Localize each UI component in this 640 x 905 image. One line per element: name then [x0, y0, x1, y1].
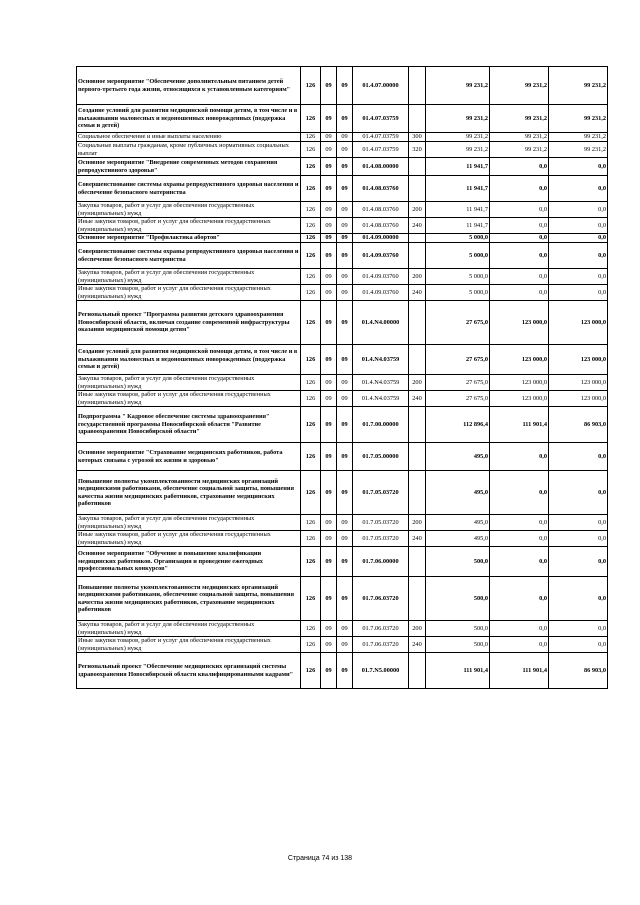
cell-rz: 09	[321, 301, 337, 345]
cell-amount-3: 99 231,2	[549, 142, 608, 158]
cell-rz: 09	[321, 133, 337, 142]
cell-vr	[409, 67, 426, 105]
cell-amount-3: 123 000,0	[549, 301, 608, 345]
cell-name: Иные закупки товаров, работ и услуг для обеспечения государственных (муниципальных) нужд	[77, 218, 301, 234]
cell-vr: 320	[409, 142, 426, 158]
cell-ved: 126	[301, 407, 321, 443]
cell-amount-3: 0,0	[549, 243, 608, 269]
cell-pr: 09	[337, 443, 353, 471]
cell-pr: 09	[337, 577, 353, 621]
cell-csr: 01.7.06.00000	[353, 547, 409, 577]
cell-vr	[409, 547, 426, 577]
cell-amount-3: 123 000,0	[549, 375, 608, 391]
table-row	[77, 67, 608, 105]
cell-amount-1: 27 675,0	[426, 375, 490, 391]
cell-name: Закупка товаров, работ и услуг для обеспечения государственных (муниципальных) нужд	[77, 202, 301, 218]
cell-ved: 126	[301, 285, 321, 301]
table-row	[77, 515, 608, 531]
cell-ved: 126	[301, 301, 321, 345]
cell-pr: 09	[337, 285, 353, 301]
cell-pr: 09	[337, 391, 353, 407]
cell-pr: 09	[337, 621, 353, 637]
cell-csr: 01.4.08.03760	[353, 218, 409, 234]
cell-amount-1: 500,0	[426, 577, 490, 621]
table-row	[77, 621, 608, 637]
cell-rz: 09	[321, 547, 337, 577]
cell-amount-1: 11 941,7	[426, 202, 490, 218]
cell-csr: 01.7.00.00000	[353, 407, 409, 443]
cell-pr: 09	[337, 67, 353, 105]
cell-pr: 09	[337, 653, 353, 689]
cell-csr: 01.4.N4.00000	[353, 301, 409, 345]
cell-vr: 240	[409, 218, 426, 234]
cell-amount-2: 0,0	[490, 243, 549, 269]
cell-rz: 09	[321, 407, 337, 443]
cell-amount-3: 0,0	[549, 547, 608, 577]
cell-vr: 200	[409, 621, 426, 637]
cell-amount-3: 0,0	[549, 234, 608, 243]
cell-amount-1: 11 941,7	[426, 176, 490, 202]
cell-rz: 09	[321, 202, 337, 218]
cell-amount-1: 11 941,7	[426, 158, 490, 176]
cell-rz: 09	[321, 471, 337, 515]
cell-pr: 09	[337, 515, 353, 531]
cell-name: Региональный проект "Обеспечение медицинских организаций системы здравоохранения Новосибирской области квалифицированными кадрами"	[77, 653, 301, 689]
cell-amount-3: 0,0	[549, 158, 608, 176]
cell-name: Социальное обеспечение и иные выплаты населению	[77, 133, 301, 142]
cell-amount-2: 123 000,0	[490, 391, 549, 407]
cell-amount-3: 0,0	[549, 443, 608, 471]
cell-rz: 09	[321, 158, 337, 176]
cell-ved: 126	[301, 176, 321, 202]
cell-amount-2: 123 000,0	[490, 345, 549, 375]
cell-amount-3: 0,0	[549, 285, 608, 301]
cell-amount-3: 99 231,2	[549, 133, 608, 142]
cell-amount-1: 27 675,0	[426, 391, 490, 407]
cell-rz: 09	[321, 142, 337, 158]
cell-ved: 126	[301, 531, 321, 547]
cell-amount-1: 495,0	[426, 443, 490, 471]
cell-ved: 126	[301, 471, 321, 515]
cell-ved: 126	[301, 391, 321, 407]
cell-name: Региональный проект "Программа развития детского здравоохранения Новосибирской области, включая создание современной инфраструктуры оказания медицинской помощи детям"	[77, 301, 301, 345]
cell-pr: 09	[337, 345, 353, 375]
cell-amount-1: 27 675,0	[426, 301, 490, 345]
cell-csr: 01.4.09.03760	[353, 285, 409, 301]
cell-amount-2: 0,0	[490, 443, 549, 471]
cell-vr	[409, 407, 426, 443]
cell-csr: 01.4.N4.03759	[353, 375, 409, 391]
cell-amount-2: 99 231,2	[490, 142, 549, 158]
cell-name: Создание условий для развития медицинской помощи детям, в том числе и в выхаживании маловесных и недоношенных новорожденных (поддержка семьи и детей)	[77, 345, 301, 375]
cell-name: Совершенствование системы охраны репродуктивного здоровья населения и обеспечение безопасного материнства	[77, 243, 301, 269]
cell-pr: 09	[337, 471, 353, 515]
cell-amount-2: 123 000,0	[490, 301, 549, 345]
cell-amount-1: 495,0	[426, 471, 490, 515]
cell-amount-1: 99 231,2	[426, 67, 490, 105]
cell-vr	[409, 301, 426, 345]
cell-csr: 01.7.05.00000	[353, 443, 409, 471]
cell-rz: 09	[321, 176, 337, 202]
cell-rz: 09	[321, 243, 337, 269]
cell-pr: 09	[337, 158, 353, 176]
cell-pr: 09	[337, 105, 353, 133]
cell-pr: 09	[337, 375, 353, 391]
cell-amount-3: 0,0	[549, 637, 608, 653]
table-row	[77, 443, 608, 471]
cell-name: Создание условий для развития медицинской помощи детям, в том числе и в выхаживании маловесных и недоношенных новорожденных (поддержка семьи и детей)	[77, 105, 301, 133]
cell-csr: 01.4.07.03759	[353, 142, 409, 158]
cell-rz: 09	[321, 443, 337, 471]
cell-rz: 09	[321, 218, 337, 234]
cell-pr: 09	[337, 269, 353, 285]
table-row	[77, 471, 608, 515]
cell-vr: 240	[409, 637, 426, 653]
cell-vr	[409, 345, 426, 375]
cell-name: Иные закупки товаров, работ и услуг для обеспечения государственных (муниципальных) нужд	[77, 391, 301, 407]
cell-ved: 126	[301, 577, 321, 621]
table-row	[77, 285, 608, 301]
cell-amount-1: 495,0	[426, 515, 490, 531]
cell-amount-3: 0,0	[549, 269, 608, 285]
table-body	[77, 67, 608, 689]
cell-amount-3: 0,0	[549, 621, 608, 637]
cell-amount-1: 11 941,7	[426, 218, 490, 234]
table-row	[77, 637, 608, 653]
cell-amount-2: 0,0	[490, 515, 549, 531]
cell-amount-3: 99 231,2	[549, 67, 608, 105]
table-row	[77, 269, 608, 285]
cell-amount-3: 0,0	[549, 577, 608, 621]
cell-amount-1: 495,0	[426, 531, 490, 547]
cell-ved: 126	[301, 67, 321, 105]
cell-vr	[409, 158, 426, 176]
cell-amount-1: 500,0	[426, 637, 490, 653]
cell-amount-3: 0,0	[549, 531, 608, 547]
cell-amount-2: 123 000,0	[490, 375, 549, 391]
cell-csr: 01.7.05.03720	[353, 531, 409, 547]
cell-name: Основное мероприятие "Внедрение современных методов сохранения репродуктивного здоровья"	[77, 158, 301, 176]
cell-vr	[409, 105, 426, 133]
cell-vr	[409, 471, 426, 515]
cell-pr: 09	[337, 218, 353, 234]
cell-vr: 200	[409, 375, 426, 391]
cell-name: Подпрограмма " Кадровое обеспечение системы здравоохранения" государственной программы Новосибирской области "Развитие здравоохранения Новосибирской области"	[77, 407, 301, 443]
cell-rz: 09	[321, 375, 337, 391]
cell-name: Иные закупки товаров, работ и услуг для обеспечения государственных (муниципальных) нужд	[77, 637, 301, 653]
cell-vr: 200	[409, 202, 426, 218]
cell-csr: 01.7.05.03720	[353, 515, 409, 531]
cell-amount-3: 0,0	[549, 515, 608, 531]
cell-amount-2: 0,0	[490, 285, 549, 301]
cell-csr: 01.7.06.03720	[353, 577, 409, 621]
cell-amount-2: 0,0	[490, 577, 549, 621]
cell-amount-3: 0,0	[549, 218, 608, 234]
cell-pr: 09	[337, 547, 353, 577]
cell-amount-2: 99 231,2	[490, 105, 549, 133]
cell-amount-1: 5 000,0	[426, 269, 490, 285]
cell-amount-3: 0,0	[549, 176, 608, 202]
cell-pr: 09	[337, 407, 353, 443]
cell-name: Совершенствование системы охраны репродуктивного здоровья населения и обеспечение безопасного материнства	[77, 176, 301, 202]
table-row	[77, 105, 608, 133]
cell-pr: 09	[337, 637, 353, 653]
cell-rz: 09	[321, 637, 337, 653]
cell-vr	[409, 653, 426, 689]
cell-vr: 240	[409, 391, 426, 407]
cell-amount-2: 0,0	[490, 158, 549, 176]
cell-vr: 300	[409, 133, 426, 142]
cell-csr: 01.4.N4.03759	[353, 391, 409, 407]
cell-amount-1: 5 000,0	[426, 285, 490, 301]
cell-amount-1: 111 901,4	[426, 653, 490, 689]
cell-amount-3: 0,0	[549, 202, 608, 218]
cell-rz: 09	[321, 285, 337, 301]
cell-name: Иные закупки товаров, работ и услуг для обеспечения государственных (муниципальных) нужд	[77, 531, 301, 547]
cell-ved: 126	[301, 158, 321, 176]
cell-name: Иные закупки товаров, работ и услуг для обеспечения государственных (муниципальных) нужд	[77, 285, 301, 301]
cell-csr: 01.4.08.00000	[353, 158, 409, 176]
cell-csr: 01.4.09.03760	[353, 243, 409, 269]
cell-ved: 126	[301, 345, 321, 375]
cell-amount-2: 0,0	[490, 218, 549, 234]
cell-rz: 09	[321, 269, 337, 285]
cell-name: Социальные выплаты гражданам, кроме публичных нормативных социальных выплат	[77, 142, 301, 158]
cell-amount-1: 99 231,2	[426, 105, 490, 133]
cell-name: Основное мероприятие "Обеспечение дополнительным питанием детей первого-третьего года жизни, относящихся к установленным категориям"	[77, 67, 301, 105]
cell-name: Закупка товаров, работ и услуг для обеспечения государственных (муниципальных) нужд	[77, 375, 301, 391]
cell-ved: 126	[301, 133, 321, 142]
cell-csr: 01.7.N5.00000	[353, 653, 409, 689]
cell-csr: 01.4.N4.03759	[353, 345, 409, 375]
cell-amount-2: 111 901,4	[490, 653, 549, 689]
cell-rz: 09	[321, 621, 337, 637]
cell-name: Закупка товаров, работ и услуг для обеспечения государственных (муниципальных) нужд	[77, 269, 301, 285]
cell-amount-2: 99 231,2	[490, 133, 549, 142]
cell-vr	[409, 243, 426, 269]
cell-pr: 09	[337, 133, 353, 142]
cell-csr: 01.4.09.00000	[353, 234, 409, 243]
cell-amount-2: 0,0	[490, 531, 549, 547]
table-row	[77, 531, 608, 547]
cell-amount-1: 5 000,0	[426, 243, 490, 269]
budget-table	[76, 66, 608, 689]
cell-amount-1: 500,0	[426, 621, 490, 637]
cell-csr: 01.4.08.03760	[353, 176, 409, 202]
table-row	[77, 391, 608, 407]
cell-vr	[409, 577, 426, 621]
cell-ved: 126	[301, 269, 321, 285]
cell-amount-3: 86 903,0	[549, 653, 608, 689]
cell-pr: 09	[337, 176, 353, 202]
cell-ved: 126	[301, 547, 321, 577]
cell-amount-2: 111 901,4	[490, 407, 549, 443]
cell-amount-1: 112 896,4	[426, 407, 490, 443]
cell-rz: 09	[321, 653, 337, 689]
cell-csr: 01.4.08.03760	[353, 202, 409, 218]
table-row	[77, 142, 608, 158]
cell-amount-3: 86 903,0	[549, 407, 608, 443]
cell-pr: 09	[337, 301, 353, 345]
cell-amount-2: 0,0	[490, 621, 549, 637]
cell-csr: 01.7.06.03720	[353, 621, 409, 637]
cell-ved: 126	[301, 218, 321, 234]
cell-rz: 09	[321, 577, 337, 621]
cell-csr: 01.7.06.03720	[353, 637, 409, 653]
cell-rz: 09	[321, 67, 337, 105]
cell-csr: 01.4.07.03759	[353, 133, 409, 142]
table-row	[77, 375, 608, 391]
cell-name: Закупка товаров, работ и услуг для обеспечения государственных (муниципальных) нужд	[77, 515, 301, 531]
table-row	[77, 653, 608, 689]
table-row	[77, 407, 608, 443]
table-row	[77, 345, 608, 375]
cell-rz: 09	[321, 531, 337, 547]
cell-rz: 09	[321, 391, 337, 407]
cell-amount-1: 99 231,2	[426, 142, 490, 158]
cell-vr: 200	[409, 269, 426, 285]
cell-amount-2: 0,0	[490, 471, 549, 515]
cell-pr: 09	[337, 234, 353, 243]
cell-amount-2: 99 231,2	[490, 67, 549, 105]
table-row	[77, 243, 608, 269]
cell-rz: 09	[321, 345, 337, 375]
cell-vr: 240	[409, 531, 426, 547]
cell-amount-2: 0,0	[490, 637, 549, 653]
table-row	[77, 176, 608, 202]
cell-rz: 09	[321, 515, 337, 531]
cell-csr: 01.4.07.03759	[353, 105, 409, 133]
cell-ved: 126	[301, 621, 321, 637]
table-row	[77, 547, 608, 577]
cell-name: Повышение полноты укомплектованности медицинских организаций медицинскими работниками, обеспечение социальной защиты, повышения качества жизни медицинских работников, страхование медицинских работников	[77, 471, 301, 515]
cell-rz: 09	[321, 234, 337, 243]
cell-name: Основное мероприятие "Обучение и повышение квалификации медицинских работников. Организация и проведение ежегодных профессиональных конкурсов"	[77, 547, 301, 577]
cell-pr: 09	[337, 202, 353, 218]
cell-amount-2: 0,0	[490, 202, 549, 218]
cell-csr: 01.7.05.03720	[353, 471, 409, 515]
cell-ved: 126	[301, 515, 321, 531]
cell-vr: 200	[409, 515, 426, 531]
cell-pr: 09	[337, 142, 353, 158]
cell-amount-2: 0,0	[490, 269, 549, 285]
cell-name: Закупка товаров, работ и услуг для обеспечения государственных (муниципальных) нужд	[77, 621, 301, 637]
cell-amount-3: 99 231,2	[549, 105, 608, 133]
cell-vr: 240	[409, 285, 426, 301]
cell-ved: 126	[301, 202, 321, 218]
cell-pr: 09	[337, 243, 353, 269]
cell-amount-1: 5 000,0	[426, 234, 490, 243]
table-row	[77, 158, 608, 176]
cell-pr: 09	[337, 531, 353, 547]
cell-ved: 126	[301, 142, 321, 158]
cell-ved: 126	[301, 637, 321, 653]
cell-name: Основное мероприятие "Профилактика абортов"	[77, 234, 301, 243]
cell-amount-1: 99 231,2	[426, 133, 490, 142]
cell-amount-2: 0,0	[490, 234, 549, 243]
table-row	[77, 234, 608, 243]
cell-amount-1: 500,0	[426, 547, 490, 577]
cell-name: Основное мероприятие "Страхование медицинских работников, работа которых связана с угрозой их жизни и здоровью"	[77, 443, 301, 471]
cell-rz: 09	[321, 105, 337, 133]
cell-vr	[409, 443, 426, 471]
table-row	[77, 577, 608, 621]
cell-amount-3: 0,0	[549, 471, 608, 515]
cell-amount-2: 0,0	[490, 176, 549, 202]
cell-vr	[409, 176, 426, 202]
table-row	[77, 133, 608, 142]
table-row	[77, 202, 608, 218]
cell-csr: 01.4.09.03760	[353, 269, 409, 285]
cell-amount-3: 123 000,0	[549, 345, 608, 375]
cell-ved: 126	[301, 653, 321, 689]
cell-amount-1: 27 675,0	[426, 345, 490, 375]
table-row	[77, 301, 608, 345]
cell-ved: 126	[301, 105, 321, 133]
page-footer: Страница 74 из 138	[287, 855, 353, 862]
cell-amount-3: 123 000,0	[549, 391, 608, 407]
cell-ved: 126	[301, 375, 321, 391]
table-row	[77, 218, 608, 234]
cell-name: Повышение полноты укомплектованности медицинских организаций медицинскими работниками, обеспечение социальной защиты, повышения качества жизни медицинских работников, страхование медицинских работников	[77, 577, 301, 621]
cell-ved: 126	[301, 243, 321, 269]
cell-vr	[409, 234, 426, 243]
cell-csr: 01.4.07.00000	[353, 67, 409, 105]
cell-amount-2: 0,0	[490, 547, 549, 577]
cell-ved: 126	[301, 234, 321, 243]
cell-ved: 126	[301, 443, 321, 471]
